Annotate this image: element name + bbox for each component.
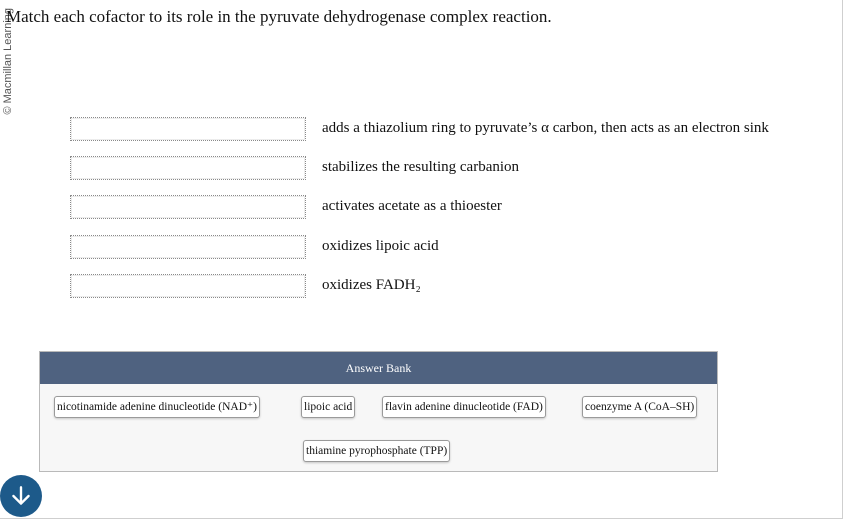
match-row-5 [70, 274, 810, 300]
drop-target-1[interactable] [70, 117, 306, 141]
scroll-down-button[interactable] [0, 475, 42, 517]
answer-bank-header: Answer Bank [40, 352, 717, 384]
arrow-down-circle-icon [8, 483, 34, 509]
drop-target-5[interactable] [70, 274, 306, 298]
copyright-watermark: © Macmillan Learning [2, 8, 14, 115]
match-row-1 [70, 117, 810, 143]
drop-target-4[interactable] [70, 235, 306, 259]
drop-target-3[interactable] [70, 195, 306, 219]
answer-chip-coa[interactable]: coenzyme A (CoA–SH) [582, 396, 697, 418]
match-row-3 [70, 195, 810, 221]
match-row-2 [70, 156, 810, 182]
role-label-4: oxidizes lipoic acid [322, 238, 439, 254]
answer-chip-lipoic-acid[interactable]: lipoic acid [301, 396, 355, 418]
drop-target-2[interactable] [70, 156, 306, 180]
answer-bank [39, 351, 718, 472]
role-label-3: activates acetate as a thioester [322, 198, 502, 214]
match-row-4 [70, 235, 810, 261]
role-label-2: stabilizes the resulting carbanion [322, 159, 520, 175]
answer-chip-tpp[interactable]: thiamine pyrophosphate (TPP) [303, 440, 450, 462]
answer-chip-fad[interactable]: flavin adenine dinucleotide (FAD) [382, 396, 546, 418]
question-text: Match each cofactor to its role in the pyruvate dehydrogenase complex reaction. [6, 7, 552, 26]
answer-chip-nad[interactable]: nicotinamide adenine dinucleotide (NAD⁺) [54, 396, 260, 418]
role-label-1: adds a thiazolium ring to pyruvate’s α carbon, then acts as an electron sink [322, 120, 769, 136]
role-label-5: oxidizes FADH₂ [322, 277, 421, 293]
